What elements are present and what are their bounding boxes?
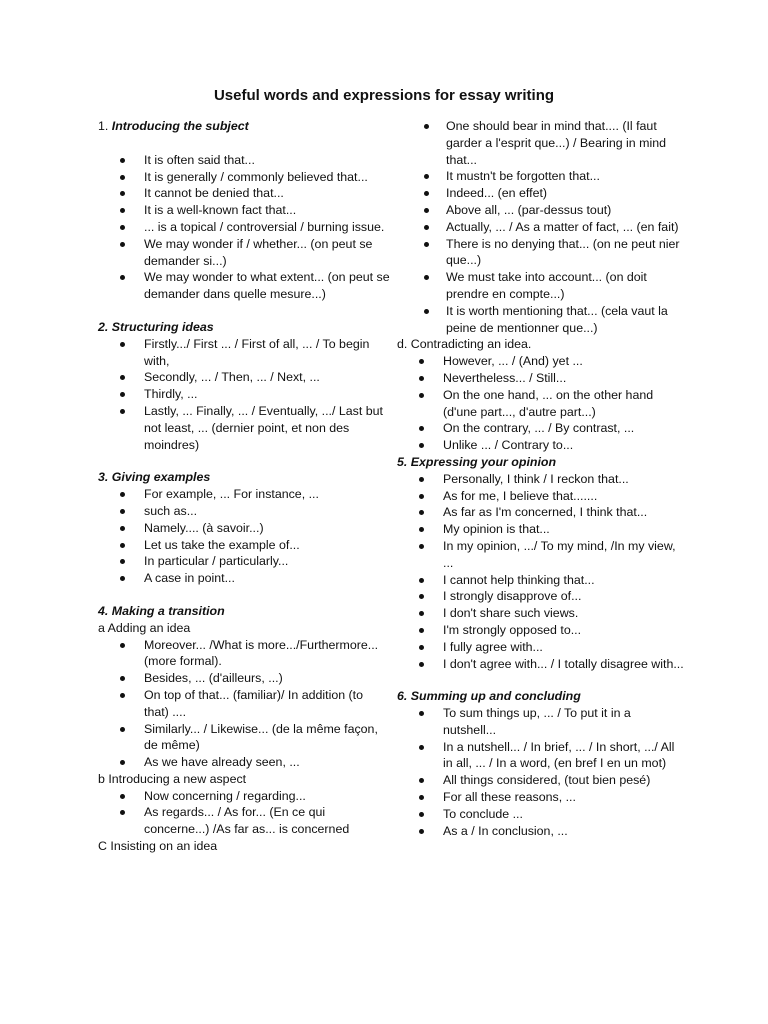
list-item: such as... bbox=[98, 503, 390, 520]
list-item: As far as I'm concerned, I think that... bbox=[397, 504, 687, 521]
section-6-list bbox=[397, 705, 687, 839]
left-column bbox=[98, 118, 390, 855]
list-item: As a / In conclusion, ... bbox=[397, 823, 687, 840]
section-2-heading: 2. Structuring ideas bbox=[98, 319, 214, 334]
section-6-heading: 6. Summing up and concluding bbox=[397, 689, 581, 704]
list-item: Unlike ... / Contrary to... bbox=[397, 437, 687, 454]
list-item: For example, ... For instance, ... bbox=[98, 486, 390, 503]
list-item: We may wonder to what extent... (on peut se demander dans quelle mesure...) bbox=[98, 269, 390, 303]
list-item: Similarly... / Likewise... (de la même façon, de même) bbox=[98, 721, 390, 755]
list-item: For all these reasons, ... bbox=[397, 789, 687, 806]
list-item: I don't agree with... / I totally disagree with... bbox=[397, 656, 687, 673]
subsection-a-label: a Adding an idea bbox=[98, 620, 191, 635]
list-item: We may wonder if / whether... (on peut se demander si...) bbox=[98, 236, 390, 270]
page-title: Useful words and expressions for essay writing bbox=[213, 87, 555, 104]
section-1-number: 1. bbox=[98, 119, 109, 133]
list-item: Now concerning / regarding... bbox=[98, 788, 390, 805]
subsection-b-label: b Introducing a new aspect bbox=[98, 771, 247, 786]
list-item: We must take into account... (on doit prendre en compte...) bbox=[397, 269, 687, 303]
list-item: It is worth mentioning that... (cela vaut la peine de mentionner que...) bbox=[397, 303, 687, 337]
list-item: It is generally / commonly believed that... bbox=[98, 169, 390, 186]
list-item: In a nutshell... / In brief, ... / In short, .../ All in all, ... / In a word, (en bref I en un mot) bbox=[397, 739, 687, 773]
subsection-d-list bbox=[397, 353, 687, 454]
list-item: As regards... / As for... (En ce qui concerne...) /As far as... is concerned bbox=[98, 804, 390, 838]
subsection-b-list bbox=[98, 788, 390, 838]
list-item: A case in point... bbox=[98, 570, 390, 587]
list-item: To conclude ... bbox=[397, 806, 687, 823]
subsection-a-list bbox=[98, 637, 390, 771]
list-item: I'm strongly opposed to... bbox=[397, 622, 687, 639]
list-item: In my opinion, .../ To my mind, /In my view, ... bbox=[397, 538, 687, 572]
list-item: Besides, ... (d'ailleurs, ...) bbox=[98, 670, 390, 687]
list-item: However, ... / (And) yet ... bbox=[397, 353, 687, 370]
section-1-heading bbox=[98, 118, 390, 135]
subsection-d-label: d. Contradicting an idea. bbox=[397, 337, 532, 352]
list-item: Let us take the example of... bbox=[98, 537, 390, 554]
list-item: Actually, ... / As a matter of fact, ... (en fait) bbox=[397, 219, 687, 236]
list-item: I fully agree with... bbox=[397, 639, 687, 656]
list-item: To sum things up, ... / To put it in a nutshell... bbox=[397, 705, 687, 739]
list-item: My opinion is that... bbox=[397, 521, 687, 538]
subsection-c-list bbox=[397, 118, 687, 336]
right-column bbox=[397, 118, 687, 839]
list-item: Lastly, ... Finally, ... / Eventually, .../ Last but not least, ... (dernier point, et non des moindres) bbox=[98, 403, 390, 453]
list-item: I strongly disapprove of... bbox=[397, 588, 687, 605]
list-item: Secondly, ... / Then, ... / Next, ... bbox=[98, 369, 390, 386]
list-item: One should bear in mind that.... (Il faut garder a l'esprit que...) / Bearing in mind that... bbox=[397, 118, 687, 168]
list-item: Personally, I think / I reckon that... bbox=[397, 471, 687, 488]
list-item: It cannot be denied that... bbox=[98, 185, 390, 202]
list-item: Above all, ... (par-dessus tout) bbox=[397, 202, 687, 219]
list-item: It mustn't be forgotten that... bbox=[397, 168, 687, 185]
section-3-heading: 3. Giving examples bbox=[98, 470, 211, 485]
list-item: On top of that... (familiar)/ In addition (to that) .... bbox=[98, 687, 390, 721]
section-5-heading: 5. Expressing your opinion bbox=[397, 454, 557, 469]
section-2-list bbox=[98, 336, 390, 454]
list-item: Moreover... /What is more.../Furthermore... (more formal). bbox=[98, 637, 390, 671]
list-item: It is often said that... bbox=[98, 152, 390, 169]
list-item: As for me, I believe that....... bbox=[397, 488, 687, 505]
list-item: On the contrary, ... / By contrast, ... bbox=[397, 420, 687, 437]
list-item: Indeed... (en effet) bbox=[397, 185, 687, 202]
section-3-list bbox=[98, 486, 390, 587]
section-1-title: Introducing the subject bbox=[111, 119, 249, 133]
subsection-c-label: C Insisting on an idea bbox=[98, 839, 218, 854]
list-item: ... is a topical / controversial / burning issue. bbox=[98, 219, 390, 236]
section-4-heading: 4. Making a transition bbox=[98, 603, 225, 618]
list-item: As we have already seen, ... bbox=[98, 754, 390, 771]
section-5-list bbox=[397, 471, 687, 673]
list-item: In particular / particularly... bbox=[98, 553, 390, 570]
list-item: All things considered, (tout bien pesé) bbox=[397, 772, 687, 789]
list-item: It is a well-known fact that... bbox=[98, 202, 390, 219]
list-item: Thirdly, ... bbox=[98, 386, 390, 403]
list-item: Firstly.../ First ... / First of all, ... / To begin with, bbox=[98, 336, 390, 370]
list-item: I don't share such views. bbox=[397, 605, 687, 622]
list-item: On the one hand, ... on the other hand (d'une part..., d'autre part...) bbox=[397, 387, 687, 421]
list-item: Namely.... (à savoir...) bbox=[98, 520, 390, 537]
list-item: There is no denying that... (on ne peut nier que...) bbox=[397, 236, 687, 270]
section-1-list bbox=[98, 152, 390, 303]
list-item: Nevertheless... / Still... bbox=[397, 370, 687, 387]
list-item: I cannot help thinking that... bbox=[397, 572, 687, 589]
